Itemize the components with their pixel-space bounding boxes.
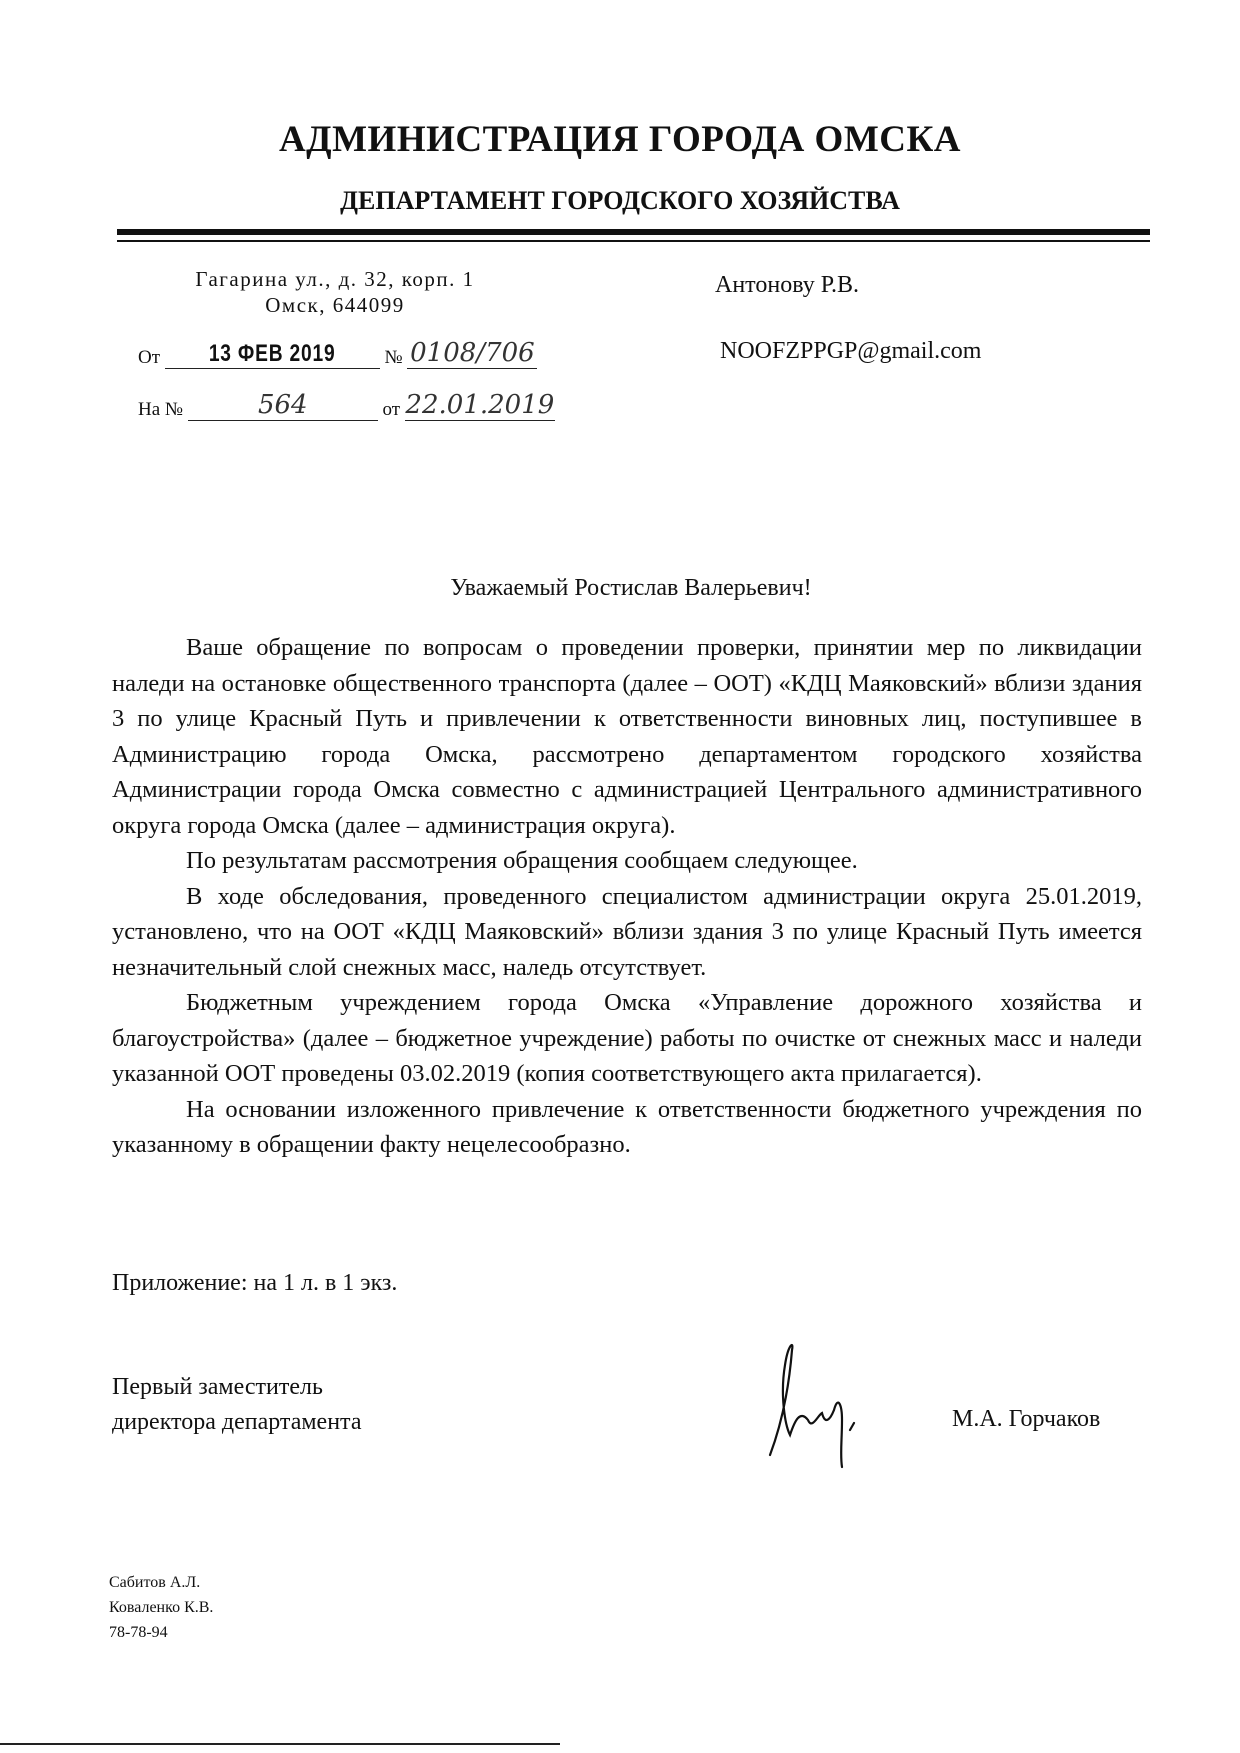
position-line-1: Первый заместитель bbox=[112, 1374, 323, 1400]
scan-edge-line bbox=[0, 1743, 560, 1745]
from-label: От bbox=[138, 347, 161, 368]
executor-name: Сабитов А.Л. bbox=[109, 1574, 201, 1591]
header-rule-thick bbox=[117, 229, 1150, 235]
signer-name: М.А. Горчаков bbox=[952, 1406, 1101, 1432]
organization-title: АДМИНИСТРАЦИЯ ГОРОДА ОМСКА bbox=[278, 119, 962, 160]
paragraph: По результатам рассмотрения обращения сообщаем следующее. bbox=[186, 847, 858, 874]
department-title: ДЕПАРТАМЕНТ ГОРОДСКОГО ХОЗЯЙСТВА bbox=[340, 186, 900, 215]
reply-registration bbox=[138, 390, 555, 421]
date-stamp: 13 ФЕВ 2019 bbox=[208, 340, 336, 367]
executor-name: Коваленко К.В. bbox=[109, 1599, 214, 1616]
letter-body bbox=[112, 630, 1142, 1163]
paragraph: В ходе обследования, проведенного специалистом администрации округа 25.01.2019, установлено, что на ООТ «КДЦ Маяковский» вблизи здания 3 по улице Красный Путь имеется незначительный слой снежных масс, наледь отсутствует. bbox=[112, 882, 1142, 981]
recipient-email: NOOFZPPGP@gmail.com bbox=[720, 338, 982, 364]
recipient-name: Антонову Р.В. bbox=[715, 272, 860, 298]
executors bbox=[109, 1570, 213, 1645]
greeting: Уважаемый Ростислав Валерьевич! bbox=[450, 575, 812, 601]
address-line-1: Гагарина ул., д. 32, корп. 1 bbox=[195, 267, 475, 291]
reply-number: 564 bbox=[257, 390, 308, 420]
outgoing-registration bbox=[138, 338, 537, 369]
reply-label: На № bbox=[138, 399, 184, 420]
signer-position bbox=[112, 1370, 361, 1440]
header-rule-thin bbox=[117, 240, 1150, 242]
outgoing-number: 0108/706 bbox=[410, 338, 535, 368]
reply-date-label: от bbox=[382, 399, 401, 420]
executor-phone: 78-78-94 bbox=[109, 1624, 168, 1641]
sender-address bbox=[150, 266, 520, 318]
handwritten-signature bbox=[730, 1335, 880, 1475]
number-label: № bbox=[384, 347, 403, 368]
address-line-2: Омск, 644099 bbox=[265, 293, 405, 317]
reply-date: 22.01.2019 bbox=[405, 390, 555, 420]
attachment-note: Приложение: на 1 л. в 1 экз. bbox=[112, 1270, 398, 1296]
paragraph: Бюджетным учреждением города Омска «Управление дорожного хозяйства и благоустройства» (далее – бюджетное учреждение) работы по очистке от снежных масс и наледи указанной ООТ проведены 03.02.2019 (копия соответствующего акта прилагается). bbox=[112, 989, 1142, 1087]
position-line-2: директора департамента bbox=[112, 1409, 362, 1435]
paragraph: Ваше обращение по вопросам о проведении проверки, принятии мер по ликвидации наледи на остановке общественного транспорта (далее – ООТ) «КДЦ Маяковский» вблизи здания 3 по улице Красный Путь и привлечении к ответственности виновных лиц, поступившее в Администрацию города Омска, рассмотрено департаментом городского хозяйства Администрации города Омска совместно с администрацией Центрального административного округа города Омска (далее – администрация округа). bbox=[112, 634, 1142, 839]
paragraph: На основании изложенного привлечение к ответственности бюджетного учреждения по указанному в обращении факту нецелесообразно. bbox=[112, 1095, 1142, 1158]
